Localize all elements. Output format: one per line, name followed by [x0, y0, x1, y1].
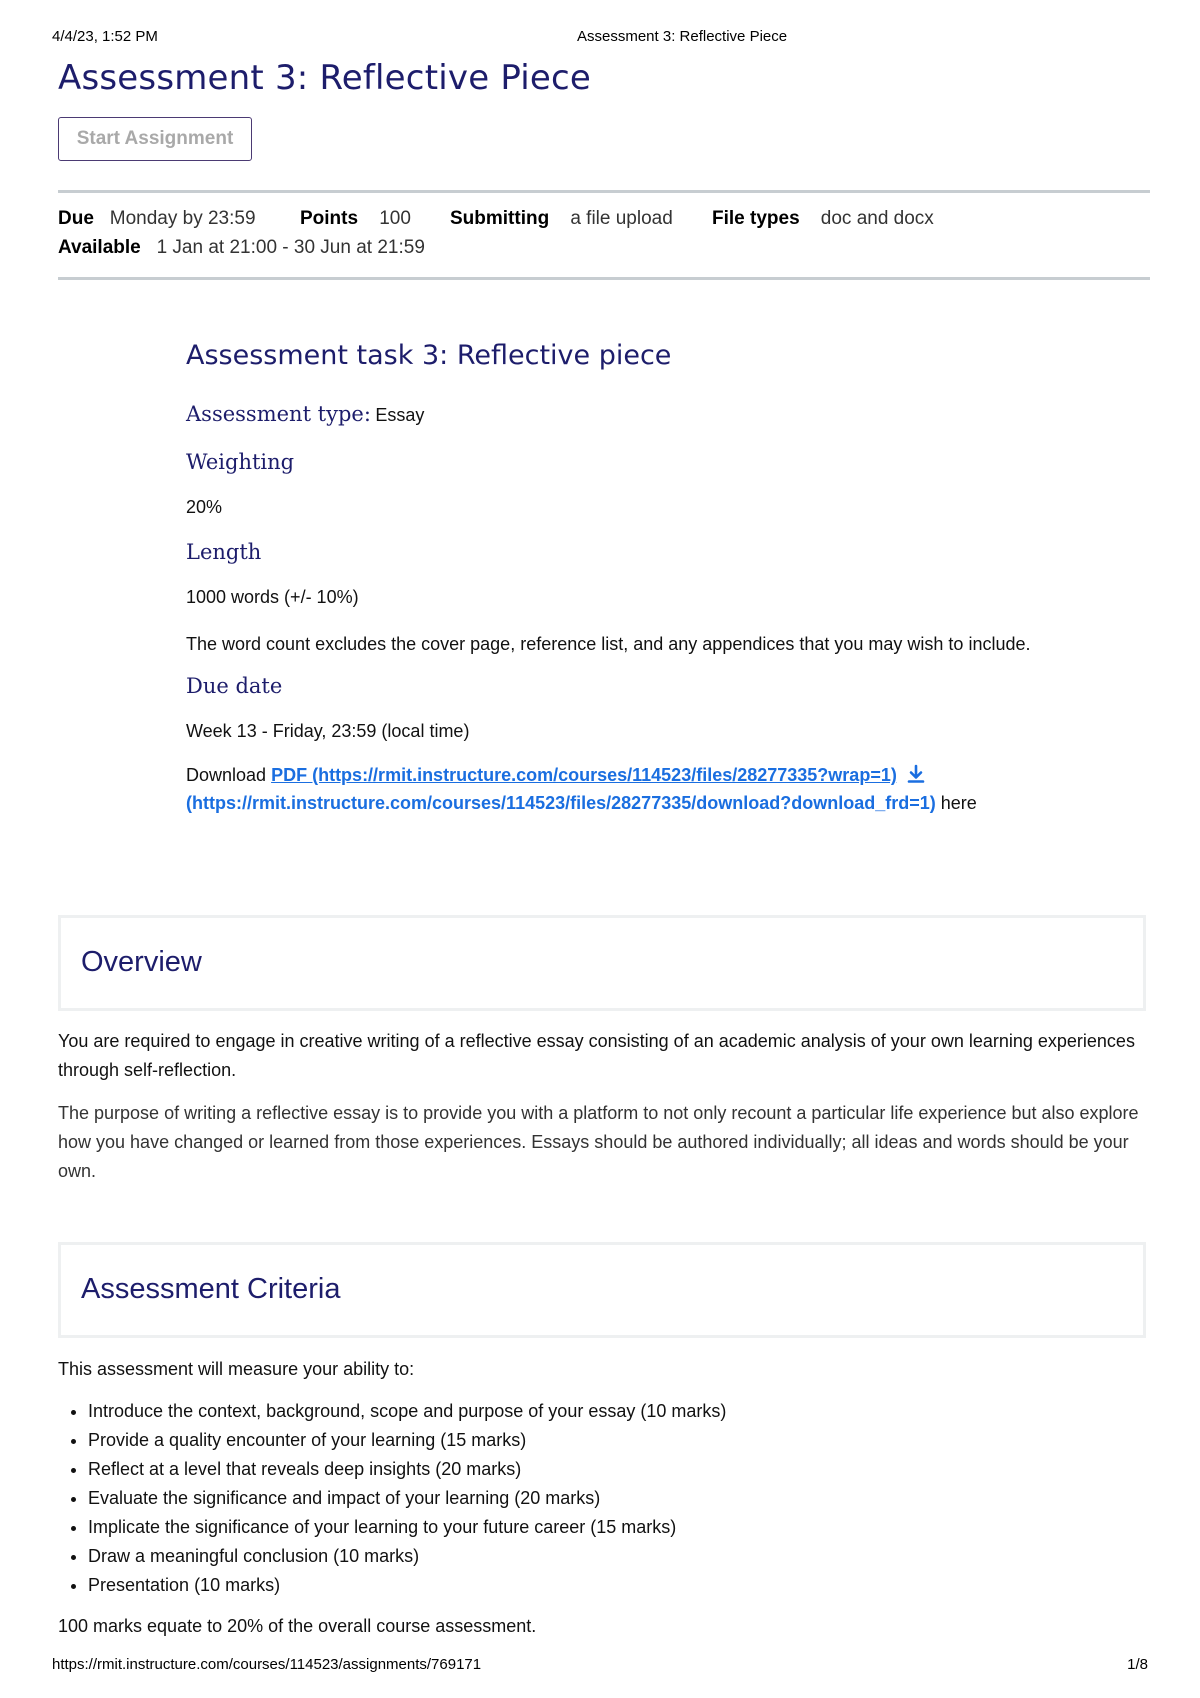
download-line-2 — [186, 793, 977, 814]
weighting-heading: Weighting — [186, 450, 295, 474]
print-footer — [52, 1656, 1148, 1676]
download-suffix: here — [940, 793, 977, 813]
divider-bottom — [58, 277, 1150, 280]
weighting-value: 20% — [186, 497, 223, 517]
available-label: Available — [58, 237, 141, 258]
points-label: Points — [300, 208, 359, 229]
length-value: 1000 words (+/- 10%) — [186, 587, 359, 607]
criteria-item: • Reflect at a level that reveals deep insights (20 marks) — [88, 1455, 726, 1484]
submitting-label: Submitting — [450, 208, 550, 229]
file-types-label: File types — [712, 208, 800, 229]
print-datetime: 4/4/23, 1:52 PM — [52, 28, 158, 45]
criteria-item: • Presentation (10 marks) — [88, 1571, 726, 1600]
criteria-item: • Introduce the context, background, scope and purpose of your essay (10 marks) — [88, 1397, 726, 1426]
submitting-value: a file upload — [570, 208, 673, 229]
print-doc-title: Assessment 3: Reflective Piece — [577, 28, 788, 45]
assessment-type — [186, 402, 424, 426]
due-value: Monday by 23:59 — [109, 208, 256, 229]
due-label: Due — [58, 208, 94, 229]
assessment-type-label: Assessment type: — [186, 402, 371, 426]
overview-paragraph-1: You are required to engage in creative writing of a reflective essay consisting of an academic analysis of your own learning experiences through self-reflection. — [58, 1031, 1135, 1080]
criteria-list — [58, 1397, 726, 1600]
download-link[interactable]: (https://rmit.instructure.com/courses/114523/files/28277335/download?download_frd=1) — [186, 793, 936, 813]
length-heading: Length — [186, 540, 262, 564]
file-types-row — [712, 208, 934, 230]
print-header — [52, 28, 1148, 48]
download-line — [186, 764, 926, 789]
submitting-row — [450, 208, 673, 230]
task-heading: Assessment task 3: Reflective piece — [186, 340, 672, 371]
assessment-type-value: Essay — [375, 405, 425, 425]
available-row — [58, 237, 425, 259]
print-page-number: 1/8 — [1127, 1656, 1148, 1673]
start-assignment-button[interactable]: Start Assignment — [58, 117, 252, 161]
download-arrow-icon[interactable] — [906, 764, 926, 789]
available-value: 1 Jan at 21:00 - 30 Jun at 21:59 — [156, 237, 425, 258]
due-date-value: Week 13 - Friday, 23:59 (local time) — [186, 721, 470, 741]
file-types-value: doc and docx — [820, 208, 934, 229]
criteria-item: • Implicate the significance of your learning to your future career (15 marks) — [88, 1513, 726, 1542]
page-title: Assessment 3: Reflective Piece — [58, 58, 592, 98]
divider-top — [58, 190, 1150, 193]
criteria-item: • Provide a quality encounter of your learning (15 marks) — [88, 1426, 726, 1455]
overview-paragraph-2: The purpose of writing a reflective essay is to provide you with a platform to not only recount a particular life experience but also explore how you have changed or learned from those experiences. Essays should be authored individually; all ideas and words should be your own. — [58, 1103, 1139, 1181]
points-row — [300, 208, 411, 230]
points-value: 100 — [379, 208, 411, 229]
criteria-header-box — [58, 1242, 1146, 1338]
print-url: https://rmit.instructure.com/courses/114523/assignments/769171 — [52, 1656, 482, 1673]
criteria-item: • Evaluate the significance and impact of your learning (20 marks) — [88, 1484, 726, 1513]
due-date-heading: Due date — [186, 674, 283, 698]
word-count-note: The word count excludes the cover page, reference list, and any appendices that you may wish to include. — [186, 634, 1031, 654]
due-row — [58, 208, 256, 230]
criteria-summary: 100 marks equate to 20% of the overall course assessment. — [58, 1616, 537, 1636]
criteria-heading: Assessment Criteria — [81, 1273, 341, 1305]
criteria-item: • Draw a meaningful conclusion (10 marks) — [88, 1542, 726, 1571]
overview-header-box — [58, 915, 1146, 1011]
criteria-intro: This assessment will measure your ability to: — [58, 1359, 415, 1379]
overview-heading: Overview — [81, 946, 202, 978]
download-prefix: Download — [186, 765, 267, 785]
pdf-link[interactable]: PDF (https://rmit.instructure.com/courses/114523/files/28277335?wrap=1) — [271, 765, 897, 785]
